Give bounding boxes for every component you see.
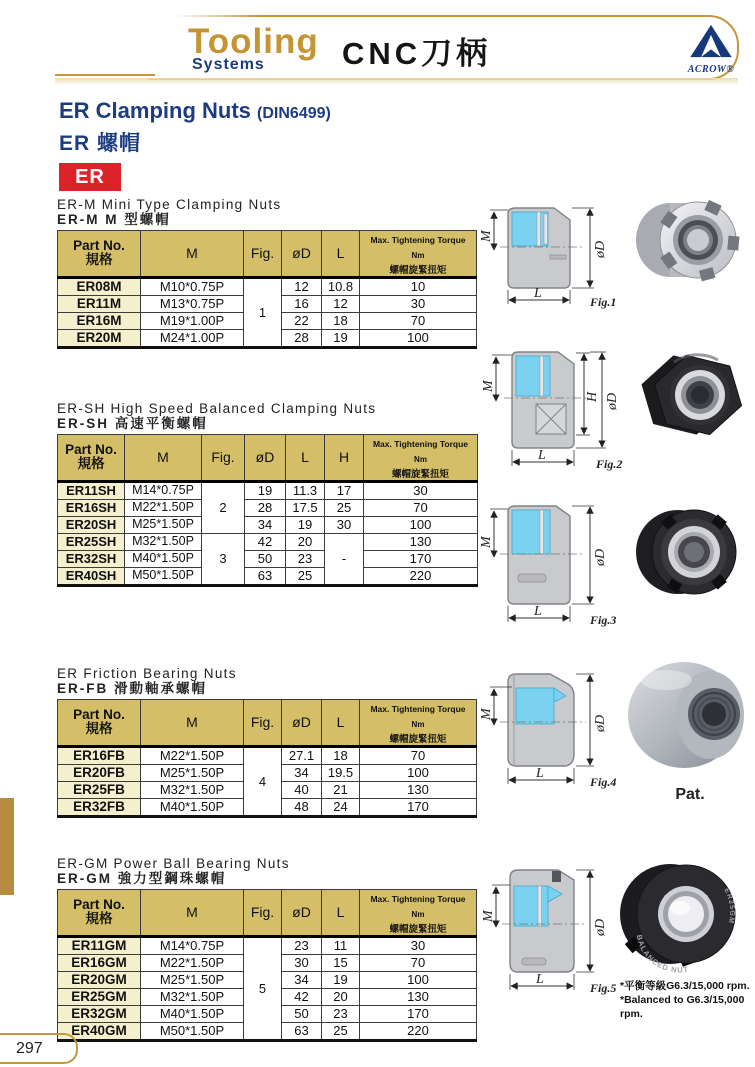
spec-table-er-sh: [57, 434, 478, 586]
section-title-en: ER-M Mini Type Clamping Nuts: [57, 197, 282, 212]
section-title-cn: ER-FB 滑動軸承螺帽: [57, 681, 207, 697]
section-title-cn: ER-SH 高速平衡螺帽: [57, 416, 208, 432]
col-header-torque: Max. Tightening Torque Nm 螺帽旋緊扭矩: [360, 700, 477, 746]
section-er-gm: [57, 856, 470, 1042]
balance-footnotes: [620, 979, 755, 1022]
table-row: [58, 277, 477, 295]
cell-thread: M32*1.50P: [125, 533, 202, 550]
page-number-badge: [0, 1033, 78, 1064]
col-header-fig: Fig.: [244, 890, 282, 936]
pat-label: Pat.: [675, 786, 705, 803]
cell-part-no: ER20SH: [58, 516, 125, 533]
cell-l: 18: [322, 312, 360, 329]
cell-part-no: ER16M: [58, 312, 141, 329]
col-header-torque: Max. Tightening Torque Nm 螺帽旋緊扭矩: [360, 890, 477, 936]
section-title-en: ER Friction Bearing Nuts: [57, 666, 237, 681]
table-row: [58, 550, 478, 567]
cell-od: 42: [245, 533, 286, 550]
table-row: [58, 516, 478, 533]
dim-label-l: L: [536, 766, 544, 781]
dim-label-m: M: [481, 380, 496, 392]
cell-od: 16: [282, 295, 322, 312]
col-header-fig: Fig.: [202, 435, 245, 481]
cell-h: 17: [325, 481, 364, 499]
cell-torque: 170: [364, 550, 478, 567]
dim-label-h: H: [585, 391, 600, 402]
table-header-row: [58, 890, 477, 936]
table-row: [58, 567, 478, 585]
cell-torque: 220: [364, 567, 478, 585]
header-border-fade: [140, 10, 260, 22]
fig1-photo: [628, 196, 750, 284]
cell-part-no: ER40SH: [58, 567, 125, 585]
cell-part-no: ER16GM: [58, 954, 141, 971]
acrow-logo: [682, 24, 740, 75]
cell-torque: 10: [360, 277, 477, 295]
cell-l: 15: [322, 954, 360, 971]
footnote-en: *Balanced to G6.3/15,000 rpm.: [620, 994, 745, 1021]
cell-torque: 100: [360, 329, 477, 347]
section-title-en: ER-GM Power Ball Bearing Nuts: [57, 856, 290, 871]
dim-label-d: øD: [605, 392, 620, 410]
cell-torque: 70: [360, 954, 477, 971]
cell-h: -: [325, 533, 364, 585]
cell-od: 40: [282, 781, 322, 798]
table-header-row: [58, 231, 477, 277]
cell-torque: 30: [364, 481, 478, 499]
page-title-en: ER Clamping Nuts: [59, 98, 251, 123]
col-header-l: L: [286, 435, 325, 481]
cell-l: 17.5: [286, 499, 325, 516]
col-header-l: L: [322, 890, 360, 936]
col-header-d: øD: [245, 435, 286, 481]
dim-label-m: M: [479, 708, 494, 720]
page-title-cn: ER 螺帽: [59, 132, 142, 155]
cell-l: 20: [322, 988, 360, 1005]
col-header-d: øD: [282, 700, 322, 746]
cell-od: 48: [282, 798, 322, 816]
dim-label-m: M: [479, 536, 494, 548]
cell-l: 11.3: [286, 481, 325, 499]
spec-table-er-fb: [57, 699, 477, 817]
brand-systems: Systems: [192, 56, 265, 73]
brand-tooling: Tooling: [188, 22, 319, 61]
cell-h: 25: [325, 499, 364, 516]
dim-label-l: L: [534, 286, 542, 301]
cell-od: 34: [282, 971, 322, 988]
table-header-row: [58, 700, 477, 746]
cell-od: 12: [282, 277, 322, 295]
col-header-torque: Max. Tightening Torque Nm 螺帽旋緊扭矩: [360, 231, 477, 277]
cell-torque: 170: [360, 798, 477, 816]
cell-part-no: ER25GM: [58, 988, 141, 1005]
cell-torque: 30: [360, 936, 477, 954]
fig4-caption: Fig.4: [590, 775, 617, 789]
cell-thread: M40*1.50P: [141, 798, 244, 816]
cell-part-no: ER32SH: [58, 550, 125, 567]
cell-l: 11: [322, 936, 360, 954]
cell-part-no: ER11GM: [58, 936, 141, 954]
cell-l: 25: [286, 567, 325, 585]
cell-l: 21: [322, 781, 360, 798]
cell-thread: M14*0.75P: [141, 936, 244, 954]
cell-thread: M24*1.00P: [141, 329, 244, 347]
page-number: 297: [16, 1040, 43, 1057]
cell-torque: 30: [360, 295, 477, 312]
cell-od: 50: [245, 550, 286, 567]
dim-label-d: øD: [593, 714, 608, 732]
cell-l: 19.5: [322, 764, 360, 781]
cell-torque: 100: [364, 516, 478, 533]
cell-fig: 3: [202, 533, 245, 585]
cell-thread: M22*1.50P: [125, 499, 202, 516]
cell-thread: M25*1.50P: [141, 971, 244, 988]
cell-thread: M32*1.50P: [141, 781, 244, 798]
section-title-en: ER-SH High Speed Balanced Clamping Nuts: [57, 401, 377, 416]
cell-part-no: ER16FB: [58, 746, 141, 764]
dim-label-m: M: [479, 230, 494, 242]
cell-od: 50: [282, 1005, 322, 1022]
cell-torque: 170: [360, 1005, 477, 1022]
left-edge-strip: [0, 798, 14, 895]
col-header-part: Part No. 規格: [58, 700, 141, 746]
col-header-m: M: [141, 700, 244, 746]
page-title: [59, 98, 331, 124]
col-header-torque: Max. Tightening Torque Nm 螺帽旋緊扭矩: [364, 435, 478, 481]
cell-l: 10.8: [322, 277, 360, 295]
cell-od: 19: [245, 481, 286, 499]
col-header-part: Part No. 規格: [58, 435, 125, 481]
col-header-fig: Fig.: [244, 700, 282, 746]
cell-thread: M25*1.50P: [141, 764, 244, 781]
cell-od: 27.1: [282, 746, 322, 764]
fig2-photo: [626, 348, 754, 444]
spec-table-er-m: [57, 230, 477, 348]
fig2-drawing: [478, 340, 638, 478]
cell-thread: M22*1.50P: [141, 954, 244, 971]
cell-part-no: ER32FB: [58, 798, 141, 816]
cell-part-no: ER20FB: [58, 764, 141, 781]
cell-od: 28: [282, 329, 322, 347]
er-badge: ER: [59, 163, 121, 191]
cell-od: 63: [245, 567, 286, 585]
fig5-photo: [614, 856, 754, 976]
table-row: [58, 746, 477, 764]
fig5-drawing: [478, 860, 628, 998]
header-title-cn: CNC刀柄: [342, 36, 492, 71]
cell-torque: 70: [360, 312, 477, 329]
cell-thread: M50*1.50P: [125, 567, 202, 585]
cell-thread: M40*1.50P: [141, 1005, 244, 1022]
section-er-fb: [57, 666, 470, 818]
cell-torque: 130: [360, 988, 477, 1005]
engraving-bottom: BALANCED NUT: [634, 933, 690, 975]
cell-od: 42: [282, 988, 322, 1005]
col-header-m: M: [125, 435, 202, 481]
cell-l: 18: [322, 746, 360, 764]
cell-od: 34: [245, 516, 286, 533]
col-header-m: M: [141, 231, 244, 277]
logo-text: ACROW®: [687, 64, 735, 75]
cell-part-no: ER25SH: [58, 533, 125, 550]
fig1-drawing: [478, 194, 628, 312]
cell-l: 19: [322, 971, 360, 988]
engraving-right: ER25GM: [722, 887, 736, 925]
cell-od: 28: [245, 499, 286, 516]
dim-label-m: M: [481, 910, 496, 922]
dim-label-l: L: [534, 604, 542, 619]
cell-thread: M14*0.75P: [125, 481, 202, 499]
dim-label-d: øD: [593, 240, 608, 258]
table-row: [58, 481, 478, 499]
cell-part-no: ER11M: [58, 295, 141, 312]
dim-label-d: øD: [593, 918, 608, 936]
fig3-drawing: [478, 492, 628, 632]
cell-l: 12: [322, 295, 360, 312]
section-er-sh: [57, 401, 470, 587]
section-er-m: [57, 197, 470, 349]
cell-part-no: ER32GM: [58, 1005, 141, 1022]
cell-od: 63: [282, 1022, 322, 1040]
cell-od: 30: [282, 954, 322, 971]
header-gold-line: [55, 74, 155, 76]
table-row: [58, 533, 478, 550]
col-header-d: øD: [282, 231, 322, 277]
cell-thread: M50*1.50P: [141, 1022, 244, 1040]
cell-l: 19: [322, 329, 360, 347]
col-header-l: L: [322, 700, 360, 746]
fig5-caption: Fig.5: [590, 981, 617, 995]
cell-part-no: ER25FB: [58, 781, 141, 798]
cell-torque: 130: [360, 781, 477, 798]
col-header-m: M: [141, 890, 244, 936]
dim-label-l: L: [536, 972, 544, 987]
col-header-l: L: [322, 231, 360, 277]
cell-part-no: ER16SH: [58, 499, 125, 516]
cell-part-no: ER20M: [58, 329, 141, 347]
cell-fig: 5: [244, 936, 282, 1040]
section-title-cn: ER-GM 強力型鋼珠螺帽: [57, 871, 227, 887]
fig3-caption: Fig.3: [590, 613, 617, 627]
section-title-cn: ER-M M 型螺帽: [57, 212, 171, 228]
cell-torque: 220: [360, 1022, 477, 1040]
col-header-part: Part No. 規格: [58, 890, 141, 936]
cell-l: 23: [322, 1005, 360, 1022]
table-row: [58, 936, 477, 954]
cell-thread: M25*1.50P: [125, 516, 202, 533]
cell-thread: M40*1.50P: [125, 550, 202, 567]
cell-l: 19: [286, 516, 325, 533]
page-title-din: (DIN6499): [257, 105, 331, 122]
cell-part-no: ER40GM: [58, 1022, 141, 1040]
col-header-h: H: [325, 435, 364, 481]
fig1-caption: Fig.1: [590, 295, 617, 309]
cell-part-no: ER11SH: [58, 481, 125, 499]
cell-torque: 100: [360, 971, 477, 988]
cell-l: 23: [286, 550, 325, 567]
table-row: [58, 499, 478, 516]
acrow-triangle-icon: [688, 24, 734, 58]
cell-fig: 4: [244, 746, 282, 816]
fig4-drawing: [478, 662, 628, 794]
cell-l: 24: [322, 798, 360, 816]
fig3-photo: [626, 502, 754, 604]
cell-torque: 100: [360, 764, 477, 781]
cell-thread: M32*1.50P: [141, 988, 244, 1005]
cell-od: 34: [282, 764, 322, 781]
cell-fig: 1: [244, 277, 282, 347]
col-header-d: øD: [282, 890, 322, 936]
cell-part-no: ER20GM: [58, 971, 141, 988]
cell-thread: M10*0.75P: [141, 277, 244, 295]
cell-od: 22: [282, 312, 322, 329]
cell-l: 20: [286, 533, 325, 550]
cell-part-no: ER08M: [58, 277, 141, 295]
cell-torque: 70: [364, 499, 478, 516]
footnote-cn: *平衡等級G6.3/15,000 rpm.: [620, 980, 750, 992]
fig4-photo: [622, 658, 754, 776]
cell-torque: 70: [360, 746, 477, 764]
dim-label-d: øD: [593, 548, 608, 566]
cell-h: 30: [325, 516, 364, 533]
cell-torque: 130: [364, 533, 478, 550]
cell-thread: M19*1.00P: [141, 312, 244, 329]
cell-fig: 2: [202, 481, 245, 533]
spec-table-er-gm: [57, 889, 477, 1041]
dim-label-l: L: [538, 448, 546, 463]
col-header-fig: Fig.: [244, 231, 282, 277]
cell-thread: M13*0.75P: [141, 295, 244, 312]
col-header-part: Part No. 規格: [58, 231, 141, 277]
cell-thread: M22*1.50P: [141, 746, 244, 764]
cell-l: 25: [322, 1022, 360, 1040]
header-shadow-band: [55, 78, 738, 85]
fig2-caption: Fig.2: [596, 457, 623, 471]
table-header-row: [58, 435, 478, 481]
cell-od: 23: [282, 936, 322, 954]
